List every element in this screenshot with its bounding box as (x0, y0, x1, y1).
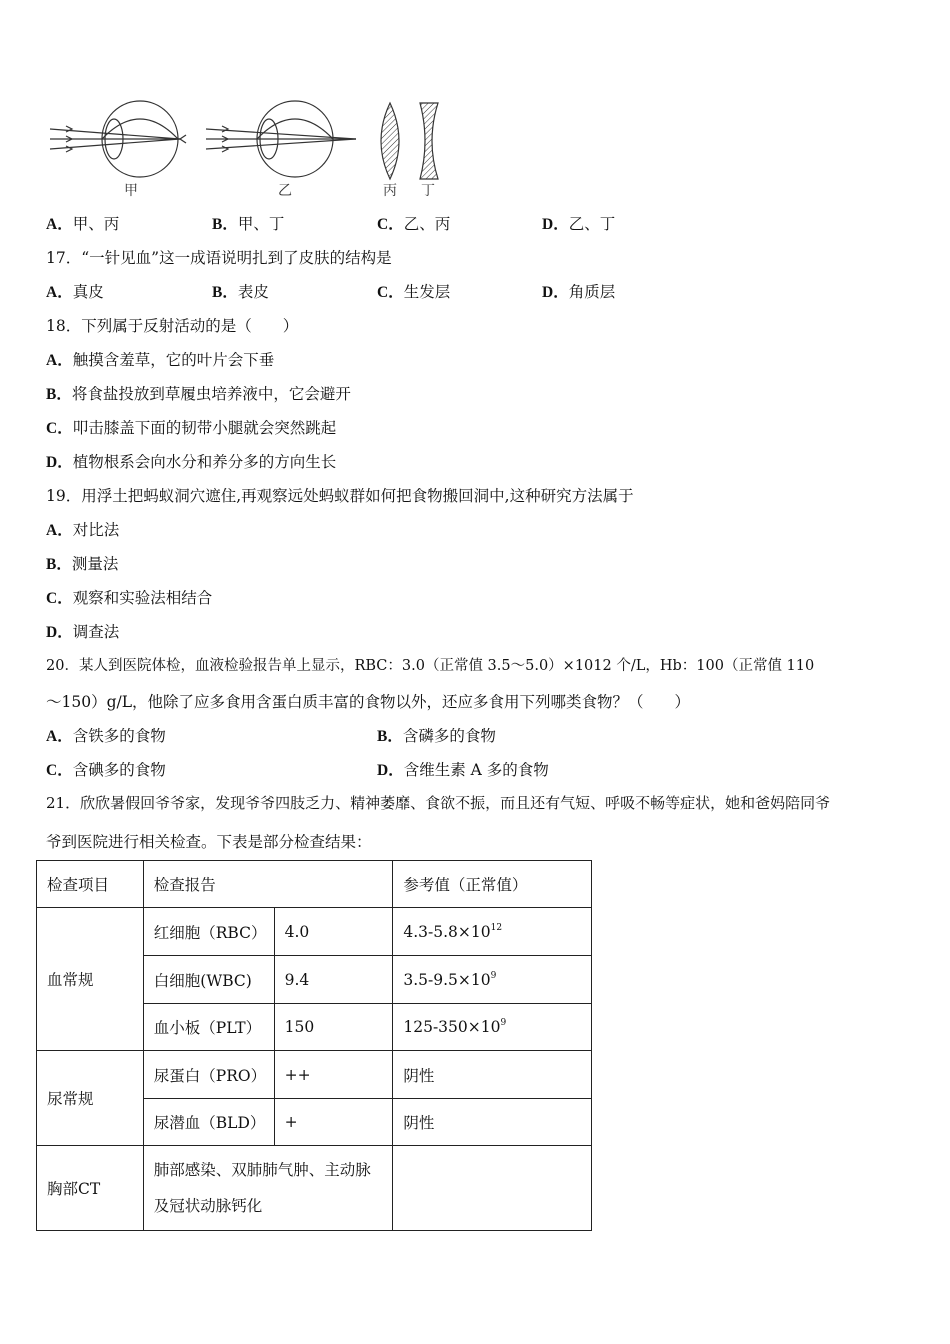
q18-option-c[interactable] (46, 416, 336, 438)
q16-option-b[interactable] (212, 212, 284, 234)
test-value: + (274, 1099, 393, 1146)
q19-stem: 19．用浮土把蚂蚁洞穴遮住,再观察远处蚂蚁群如何把食物搬回洞中,这种研究方法属于 (46, 487, 634, 505)
q17-option-c[interactable] (377, 280, 450, 302)
q18-stem: 18．下列属于反射活动的是（ ） (46, 317, 299, 335)
option-text: 角质层 (568, 283, 616, 301)
option-letter: C． (46, 420, 73, 437)
option-letter: B． (46, 556, 72, 573)
option-letter: B． (377, 728, 403, 745)
table-row (37, 1146, 592, 1231)
reference-exponent: 9 (490, 970, 497, 981)
reference-base: 4.3-5.8×10 (403, 922, 491, 941)
test-value: 150 (274, 1004, 393, 1051)
q16-option-d[interactable] (542, 212, 615, 234)
option-letter: C． (46, 762, 73, 779)
option-letter: C． (377, 284, 404, 301)
table-header-row (37, 861, 592, 908)
q17-stem: 17．“一针见血”这一成语说明扎到了皮肤的结构是 (46, 249, 392, 267)
q19-option-c[interactable] (46, 586, 212, 608)
eye-yi-diagram (206, 101, 356, 177)
q20-option-c[interactable] (46, 758, 166, 780)
table-row (37, 1051, 592, 1099)
option-letter: C． (377, 216, 404, 233)
q20-option-d[interactable] (377, 758, 549, 780)
option-text: 调查法 (72, 623, 120, 641)
q18-option-d[interactable] (46, 450, 336, 472)
option-letter: D． (46, 454, 73, 471)
test-name: 尿潜血（BLD） (143, 1099, 274, 1146)
option-letter: D． (542, 216, 569, 233)
option-letter: C． (46, 590, 73, 607)
q20-option-b[interactable] (377, 724, 496, 746)
option-letter: D． (377, 762, 404, 779)
reference-exponent: 12 (490, 922, 503, 933)
ct-report-line1: 肺部感染、双肺肺气肿、主动脉 (153, 1161, 371, 1179)
option-text: 叩击膝盖下面的韧带小腿就会突然跳起 (72, 419, 337, 437)
q17-option-a[interactable] (46, 280, 104, 302)
q17-option-b[interactable] (212, 280, 269, 302)
ct-report-line2: 及冠状动脉钙化 (153, 1197, 263, 1215)
reference-exponent: 9 (500, 1018, 507, 1028)
label-jia: 甲 (124, 183, 138, 199)
header-item: 检查项目 (37, 861, 144, 908)
option-text: 真皮 (72, 283, 104, 301)
test-name: 尿蛋白（PRO） (143, 1051, 274, 1099)
q20-stem-line2: ～150）g/L，他除了应多食用含蛋白质丰富的食物以外，还应多食用下列哪类食物？（ ） (46, 693, 691, 711)
option-letter: B． (212, 284, 238, 301)
option-text: 甲、丁 (237, 215, 285, 233)
option-text: 含磷多的食物 (402, 727, 496, 745)
option-letter: B． (212, 216, 238, 233)
q20-stem-line1: 20．某人到医院体检，血液检验报告单上显示，RBC：3.0（正常值 3.5～5.0）×1012 个/L，Hb：100（正常值 110 (46, 658, 815, 674)
table-row (37, 908, 592, 956)
option-letter: D． (542, 284, 569, 301)
exam-results-table (36, 860, 592, 1231)
reference-value (393, 1004, 592, 1051)
q18-option-a[interactable] (46, 348, 274, 370)
q19-option-b[interactable] (46, 552, 118, 574)
reference-base: 3.5-9.5×10 (403, 970, 491, 989)
test-name: 血小板（PLT） (143, 1004, 274, 1051)
test-value: 4.0 (274, 908, 393, 956)
eye-jia-diagram (50, 101, 186, 177)
option-text: 含碘多的食物 (72, 761, 166, 779)
q19-option-a[interactable] (46, 518, 119, 540)
option-text: 含铁多的食物 (72, 727, 166, 745)
label-yi: 乙 (278, 183, 292, 199)
reference-value (393, 956, 592, 1004)
label-bing: 丙 (383, 183, 397, 199)
test-value: ++ (274, 1051, 393, 1099)
option-text: 乙、丙 (403, 215, 451, 233)
label-ding: 丁 (421, 183, 435, 199)
q18-option-b[interactable] (46, 382, 351, 404)
test-value: 9.4 (274, 956, 393, 1004)
reference-value (393, 908, 592, 956)
option-text: 植物根系会向水分和养分多的方向生长 (72, 453, 337, 471)
group-ct: 胸部CT (37, 1146, 144, 1231)
concave-lens (420, 103, 438, 179)
q19-option-d[interactable] (46, 620, 119, 642)
option-text: 含维生素 A 多的食物 (403, 761, 549, 779)
q17-option-d[interactable] (542, 280, 615, 302)
header-reference: 参考值（正常值） (393, 861, 592, 908)
q16-option-a[interactable] (46, 212, 119, 234)
option-letter: D． (46, 624, 73, 641)
q16-option-c[interactable] (377, 212, 450, 234)
option-text: 表皮 (237, 283, 269, 301)
header-report: 检查报告 (143, 861, 393, 908)
convex-lens (381, 103, 399, 179)
test-name: 白细胞(WBC) (143, 956, 274, 1004)
option-letter: A． (46, 216, 73, 233)
option-text: 触摸含羞草，它的叶片会下垂 (72, 351, 275, 369)
option-text: 观察和实验法相结合 (72, 589, 213, 607)
option-text: 乙、丁 (568, 215, 616, 233)
ct-reference (393, 1146, 592, 1231)
option-text: 生发层 (403, 283, 451, 301)
option-text: 测量法 (71, 555, 119, 573)
option-letter: A． (46, 522, 73, 539)
option-letter: A． (46, 284, 73, 301)
q21-stem-line2: 爷到医院进行相关检查。下表是部分检查结果： (46, 833, 372, 851)
eye-lens-figure (40, 95, 460, 205)
option-letter: A． (46, 728, 73, 745)
q21-stem-line1: 21．欣欣暑假回爷爷家，发现爷爷四肢乏力、精神萎靡、食欲不振，而且还有气短、呼吸不畅等症状，她和爸妈陪同爷 (46, 794, 831, 812)
reference-base: 125-350×10 (403, 1018, 501, 1036)
reference-value: 阴性 (393, 1099, 592, 1146)
group-blood: 血常规 (37, 908, 144, 1051)
test-name: 红细胞（RBC） (143, 908, 274, 956)
option-letter: A． (46, 352, 73, 369)
option-text: 对比法 (72, 521, 120, 539)
group-urine: 尿常规 (37, 1051, 144, 1146)
option-letter: B． (46, 386, 72, 403)
q20-option-a[interactable] (46, 724, 166, 746)
reference-value: 阴性 (393, 1051, 592, 1099)
option-text: 将食盐投放到草履虫培养液中，它会避开 (71, 385, 351, 403)
ct-report (143, 1146, 393, 1231)
option-text: 甲、丙 (72, 215, 120, 233)
